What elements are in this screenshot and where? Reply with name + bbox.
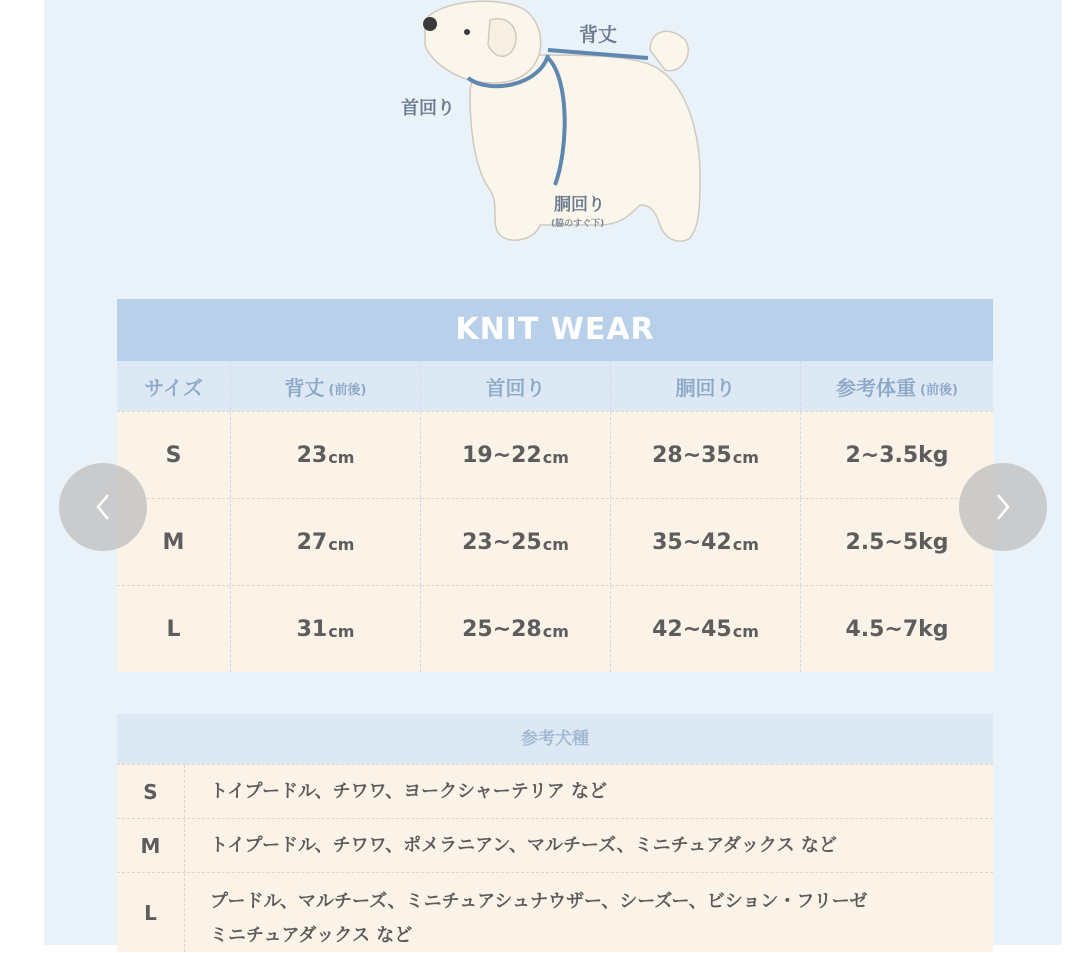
weight-value: 2.5~5kg bbox=[845, 529, 949, 555]
table-row bbox=[117, 872, 993, 952]
breed-list: トイプードル、チワワ、ヨークシャーテリア など bbox=[210, 780, 608, 802]
size-cell: L bbox=[166, 616, 181, 642]
breed-list: トイプードル、チワワ、ポメラニアン、マルチーズ、ミニチュアダックス など bbox=[210, 834, 837, 856]
back-value: 23 bbox=[296, 442, 328, 468]
chest-label: 胴回り bbox=[554, 195, 605, 215]
breed-size-cell: S bbox=[117, 765, 185, 818]
size-table-header bbox=[117, 361, 993, 411]
back-length-label: 背丈 bbox=[579, 24, 618, 46]
table-row bbox=[117, 764, 993, 818]
weight-value: 2~3.5kg bbox=[845, 442, 949, 468]
header-size: サイズ bbox=[117, 361, 231, 411]
back-value: 31 bbox=[296, 616, 328, 642]
table-row: L 31 cm 25~28 cm 42~45 cm 4.5~7kg bbox=[117, 585, 993, 672]
chest-value: 28~35 bbox=[652, 442, 732, 468]
chest-value: 35~42 bbox=[652, 529, 732, 555]
breed-size-cell: L bbox=[117, 873, 185, 952]
table-row: M 27 cm 23~25 cm 35~42 cm 2.5~5kg bbox=[117, 498, 993, 585]
breed-list: プードル、マルチーズ、ミニチュアシュナウザー、シーズー、ビション・フリーゼ ミニチュアダックス など bbox=[210, 891, 868, 946]
carousel-prev-button[interactable] bbox=[59, 463, 147, 551]
header-weight: 参考体重 (前後) bbox=[836, 375, 958, 400]
breed-size-cell: M bbox=[117, 819, 185, 872]
size-table-title: KNIT WEAR bbox=[117, 299, 993, 361]
chest-value: 42~45 bbox=[652, 616, 732, 642]
header-neck: 首回り bbox=[421, 361, 611, 411]
neck-label: 首回り bbox=[401, 98, 455, 119]
chest-note-label: (脇のすぐ下) bbox=[551, 219, 605, 229]
size-cell: S bbox=[165, 442, 182, 468]
table-row: S 23 cm 19~22 cm 28~35 cm 2~3.5kg bbox=[117, 411, 993, 498]
breed-table-title: 参考犬種 bbox=[117, 714, 993, 764]
back-value: 27 bbox=[296, 529, 328, 555]
chevron-left-icon bbox=[91, 491, 115, 523]
neck-value: 19~22 bbox=[462, 442, 542, 468]
size-cell: M bbox=[162, 529, 185, 555]
header-back-length: 背丈 (前後) bbox=[231, 361, 421, 411]
weight-value: 4.5~7kg bbox=[845, 616, 949, 642]
carousel-next-button[interactable] bbox=[959, 463, 1047, 551]
header-chest: 胴回り bbox=[611, 361, 801, 411]
table-row bbox=[117, 818, 993, 872]
size-table bbox=[117, 299, 993, 674]
neck-value: 23~25 bbox=[462, 529, 542, 555]
dog-illustration bbox=[360, 0, 740, 260]
breed-table bbox=[117, 714, 993, 945]
chevron-right-icon bbox=[991, 491, 1015, 523]
neck-value: 25~28 bbox=[462, 616, 542, 642]
